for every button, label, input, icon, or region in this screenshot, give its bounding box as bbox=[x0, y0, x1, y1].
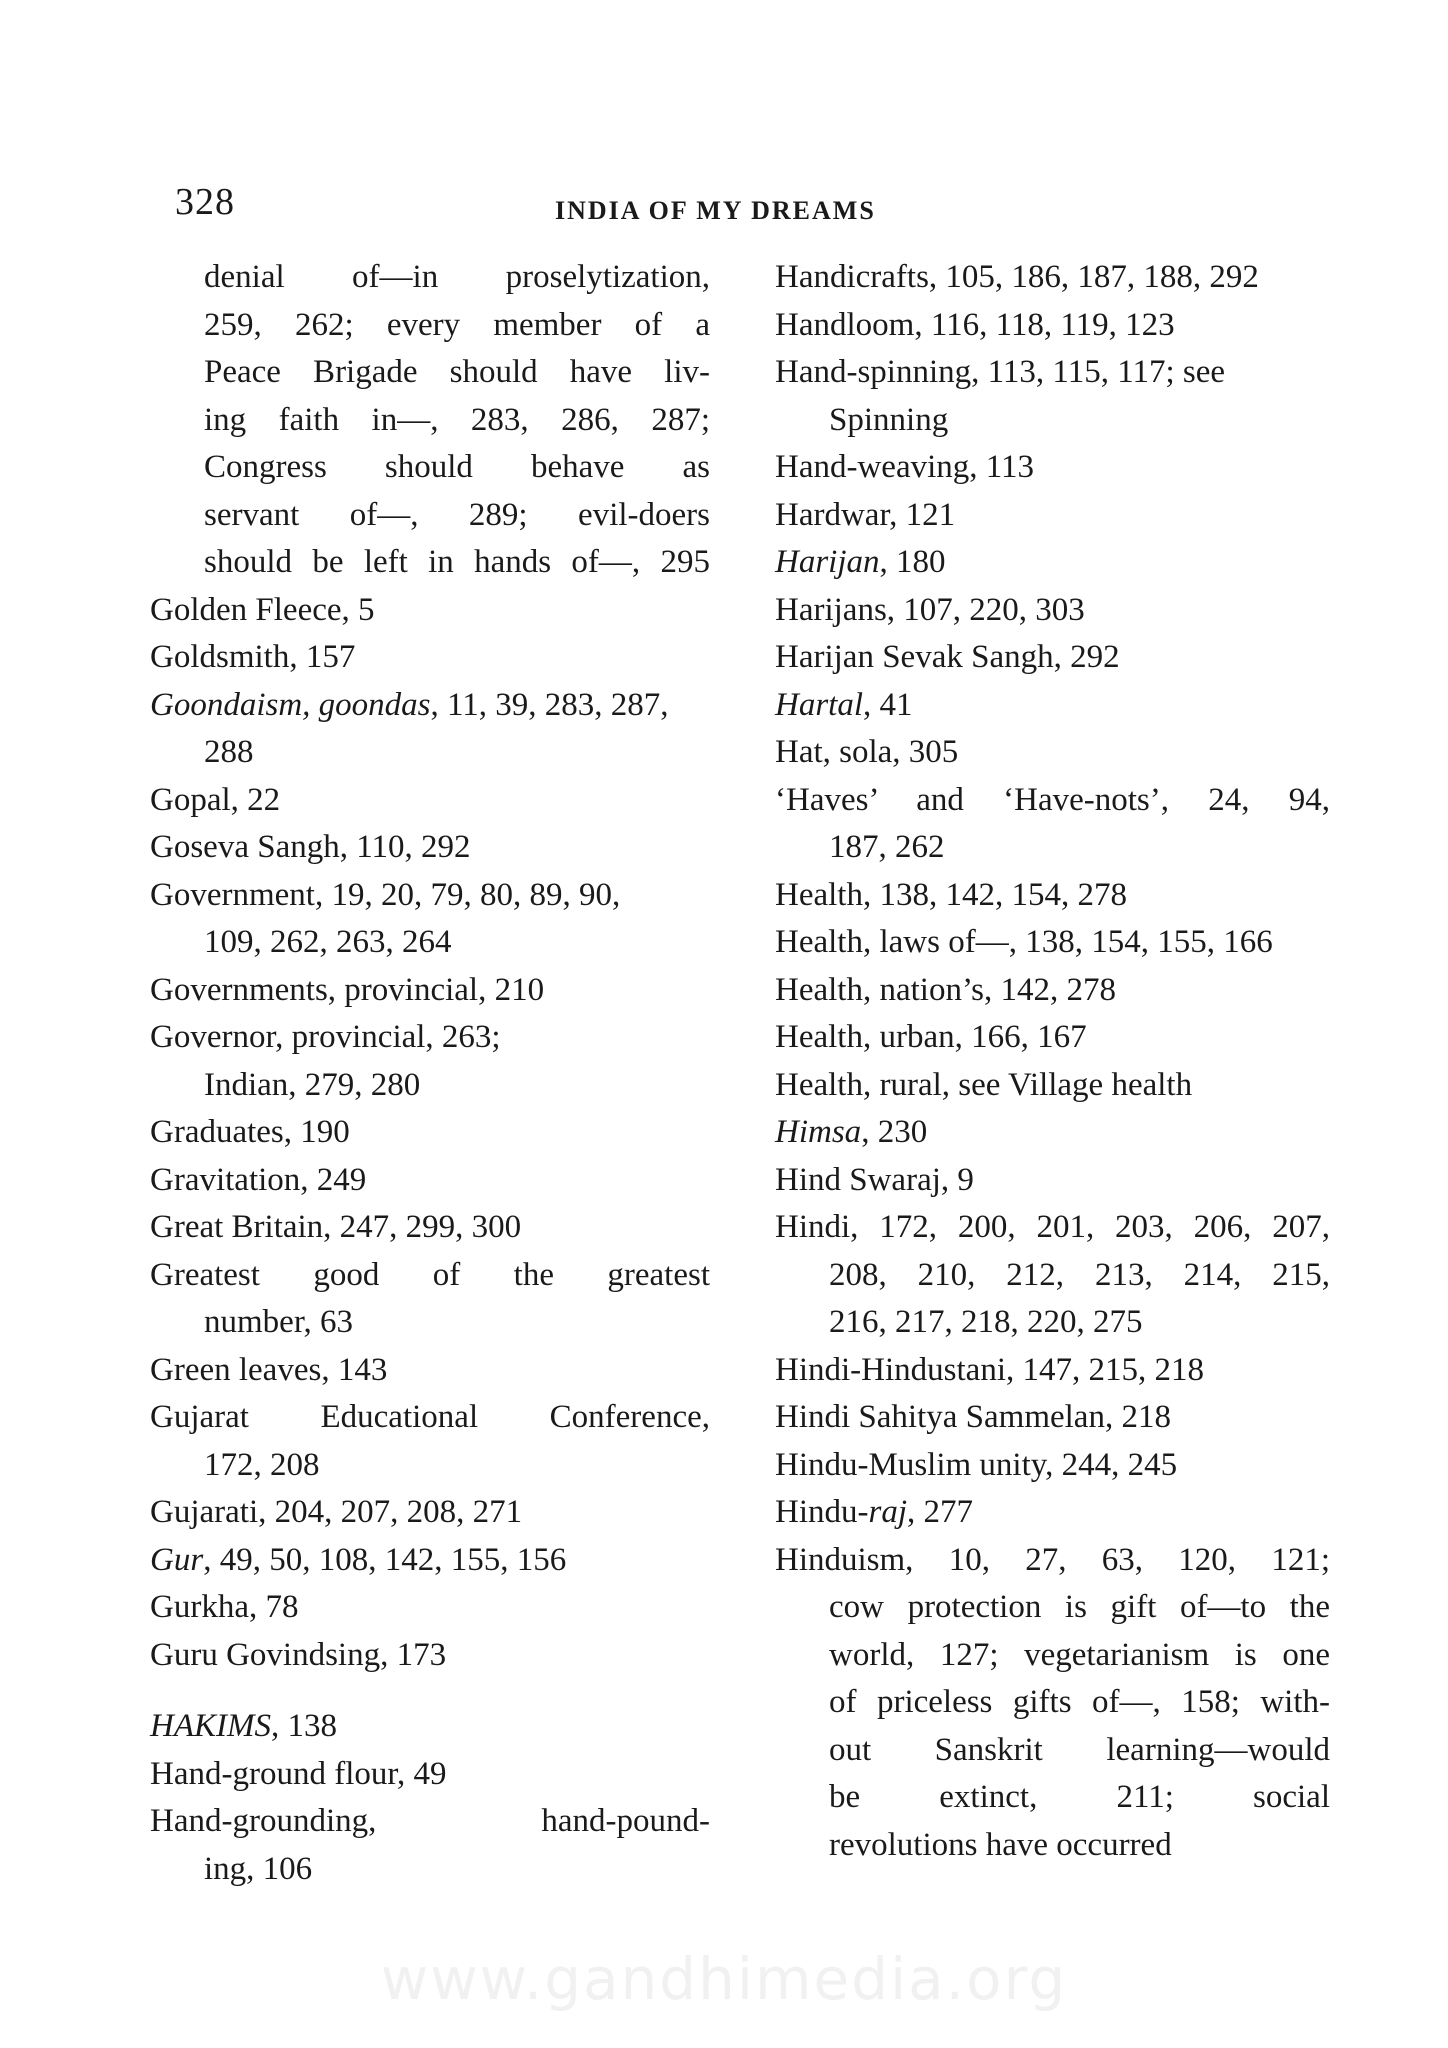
index-entry-head: Hindi Sahitya Sammelan, 218 bbox=[775, 1399, 1171, 1435]
index-entry bbox=[775, 1109, 1330, 1157]
italic-term: Harijan bbox=[775, 544, 880, 580]
index-entry bbox=[775, 302, 1330, 350]
index-entry-head: HAKIMS, 138 bbox=[150, 1708, 337, 1744]
index-entry-head: Hindi, 172, 200, 201, 203, 206, 207, bbox=[775, 1209, 1330, 1245]
index-entry bbox=[150, 587, 710, 635]
index-entry-head: Great Britain, 247, 299, 300 bbox=[150, 1209, 522, 1245]
index-entry bbox=[775, 1489, 1330, 1537]
index-entry-continuation: out Sanskrit learning—would bbox=[829, 1731, 1330, 1768]
index-entry-continuation: 172, 208 bbox=[204, 1446, 320, 1483]
index-entry-head: Hand-ground flour, 49 bbox=[150, 1755, 447, 1792]
index-column-right bbox=[775, 254, 1330, 1869]
index-entry-head: Hartal, 41 bbox=[775, 686, 913, 723]
index-entry bbox=[775, 254, 1330, 302]
index-entry-continuation: Spinning bbox=[829, 401, 949, 438]
italic-term: Gur bbox=[150, 1541, 204, 1578]
index-entry-continuation: 288 bbox=[204, 734, 254, 770]
index-entry bbox=[150, 1537, 710, 1585]
index-entry-head: Gopal, 22 bbox=[150, 781, 281, 818]
index-entry-head: Graduates, 190 bbox=[150, 1114, 350, 1150]
index-entry-head: Hindu-raj, 277 bbox=[775, 1494, 974, 1530]
index-entry bbox=[150, 1584, 710, 1632]
index-entry-continuation: 109, 262, 263, 264 bbox=[204, 924, 452, 960]
index-entry-head: Hand-grounding, hand-pound- bbox=[150, 1803, 710, 1839]
italic-term: raj bbox=[868, 1494, 908, 1530]
italic-term: Himsa bbox=[775, 1114, 862, 1150]
index-entry bbox=[150, 1109, 710, 1157]
index-line: Peace Brigade should have liv- bbox=[204, 354, 710, 390]
index-entry bbox=[775, 682, 1330, 730]
index-entry-continuation: 208, 210, 212, 213, 214, 215, bbox=[829, 1256, 1330, 1293]
index-entry-continuation: revolutions have occurred bbox=[829, 1826, 1172, 1863]
index-entry-head: Gujarati, 204, 207, 208, 271 bbox=[150, 1494, 523, 1530]
index-line: ing faith in—, 283, 286, 287; bbox=[204, 401, 710, 438]
index-entry-head: Gravitation, 249 bbox=[150, 1161, 367, 1198]
index-entry bbox=[150, 1703, 710, 1751]
index-entry bbox=[775, 539, 1330, 587]
index-line: denial of—in proselytization, bbox=[204, 259, 710, 295]
index-entry-head: Golden Fleece, 5 bbox=[150, 591, 375, 628]
index-entry-head: Greatest good of the greatest bbox=[150, 1256, 710, 1293]
index-entry-head: Hat, sola, 305 bbox=[775, 734, 959, 770]
index-entry-head: Hind Swaraj, 9 bbox=[775, 1161, 974, 1198]
index-entry-continuation: of priceless gifts of—, 158; with- bbox=[829, 1684, 1330, 1720]
index-entry-head: Health, laws of—, 138, 154, 155, 166 bbox=[775, 924, 1273, 960]
index-entry-head: Hindu-Muslim unity, 244, 245 bbox=[775, 1446, 1178, 1483]
index-entry bbox=[775, 967, 1330, 1015]
index-entry-head: Gur, 49, 50, 108, 142, 155, 156 bbox=[150, 1541, 567, 1578]
index-entry bbox=[775, 1062, 1330, 1110]
index-entry bbox=[775, 872, 1330, 920]
index-entry-head: Health, 138, 142, 154, 278 bbox=[775, 876, 1127, 913]
index-entry-continuation: world, 127; vegetarianism is one bbox=[829, 1636, 1330, 1673]
italic-term: Hartal bbox=[775, 686, 864, 723]
index-entry-head: Goseva Sangh, 110, 292 bbox=[150, 829, 471, 865]
index-entry bbox=[775, 1537, 1330, 1870]
index-entry-continuation: cow protection is gift of—to the bbox=[829, 1589, 1330, 1625]
index-entry bbox=[775, 492, 1330, 540]
index-entry-head: Handloom, 116, 118, 119, 123 bbox=[775, 306, 1175, 343]
index-entry-continuation: 216, 217, 218, 220, 275 bbox=[829, 1304, 1143, 1340]
index-entry-head: Handicrafts, 105, 186, 187, 188, 292 bbox=[775, 259, 1259, 295]
index-entry-head: Health, urban, 166, 167 bbox=[775, 1019, 1087, 1055]
index-entry-head: Health, nation’s, 142, 278 bbox=[775, 971, 1116, 1008]
index-entry-head: Governments, provincial, 210 bbox=[150, 971, 545, 1008]
italic-term: HAKIMS bbox=[150, 1708, 271, 1744]
index-entry-head: Hindi-Hindustani, 147, 215, 218 bbox=[775, 1351, 1204, 1388]
index-entry-head: Hardwar, 121 bbox=[775, 496, 956, 533]
index-entry bbox=[150, 777, 710, 825]
index-entry bbox=[775, 1394, 1330, 1442]
index-entry-head: Goondaism, goondas, 11, 39, 283, 287, bbox=[150, 686, 669, 723]
index-entry-head: Hand-weaving, 113 bbox=[775, 449, 1035, 485]
index-entry bbox=[775, 1442, 1330, 1490]
index-entry bbox=[150, 1798, 710, 1893]
index-entry-head: Hand-spinning, 113, 115, 117; see bbox=[775, 354, 1226, 390]
index-line: servant of—, 289; evil-doers bbox=[204, 496, 710, 533]
index-entry-head: Guru Govindsing, 173 bbox=[150, 1636, 447, 1673]
index-entry bbox=[150, 1394, 710, 1489]
index-entry-head: Harijan, 180 bbox=[775, 544, 946, 580]
index-entry bbox=[775, 349, 1330, 444]
index-entry bbox=[775, 919, 1330, 967]
index-entry bbox=[150, 1751, 710, 1799]
index-entry-continuation: number, 63 bbox=[204, 1304, 353, 1340]
index-entry bbox=[150, 1632, 710, 1680]
index-entry bbox=[775, 444, 1330, 492]
index-entry-head: Governor, provincial, 263; bbox=[150, 1019, 501, 1055]
watermark: www.gandhimedia.org bbox=[380, 1945, 1068, 2013]
index-entry bbox=[775, 1347, 1330, 1395]
index-entry bbox=[775, 729, 1330, 777]
index-entry-head: Hinduism, 10, 27, 63, 120, 121; bbox=[775, 1541, 1330, 1578]
index-entry-head: Green leaves, 143 bbox=[150, 1351, 388, 1388]
page-number: 328 bbox=[175, 181, 235, 223]
index-entry-head: ‘Haves’ and ‘Have-nots’, 24, 94, bbox=[775, 781, 1330, 818]
running-head: INDIA OF MY DREAMS bbox=[555, 196, 876, 225]
index-entry-head: Harijans, 107, 220, 303 bbox=[775, 591, 1085, 628]
index-column-left bbox=[150, 254, 710, 1893]
index-line: 259, 262; every member of a bbox=[204, 306, 710, 343]
index-entry bbox=[150, 967, 710, 1015]
index-entry-head: Gujarat Educational Conference, bbox=[150, 1399, 710, 1435]
section-gap bbox=[150, 1679, 710, 1703]
index-entry bbox=[150, 1204, 710, 1252]
index-entry-continuation: be extinct, 211; social bbox=[829, 1779, 1330, 1815]
index-entry-head: Harijan Sevak Sangh, 292 bbox=[775, 639, 1120, 675]
index-entry-head: Health, rural, see Village health bbox=[775, 1066, 1193, 1103]
italic-term: Goondaism, goondas bbox=[150, 686, 431, 723]
index-line: should be left in hands of—, 295 bbox=[204, 544, 710, 580]
index-entry bbox=[775, 587, 1330, 635]
index-entry bbox=[150, 824, 710, 872]
index-entry bbox=[150, 1157, 710, 1205]
index-entry-continuation: ing, 106 bbox=[204, 1850, 313, 1887]
index-line: Congress should behave as bbox=[204, 449, 710, 485]
index-entry bbox=[775, 1014, 1330, 1062]
index-entry bbox=[775, 1157, 1330, 1205]
index-entry bbox=[150, 1489, 710, 1537]
index-entry bbox=[150, 634, 710, 682]
index-entry bbox=[150, 1014, 710, 1109]
index-entry bbox=[150, 1347, 710, 1395]
index-entry-continuation: 187, 262 bbox=[829, 829, 945, 865]
index-entry bbox=[150, 1252, 710, 1347]
index-entry bbox=[775, 634, 1330, 682]
index-entry-head: Gurkha, 78 bbox=[150, 1589, 299, 1625]
index-entry bbox=[150, 682, 710, 777]
index-entry bbox=[150, 872, 710, 967]
index-entry-continuation: Indian, 279, 280 bbox=[204, 1066, 421, 1103]
index-entry bbox=[775, 777, 1330, 872]
index-entry-head: Government, 19, 20, 79, 80, 89, 90, bbox=[150, 876, 621, 913]
index-entry-head: Goldsmith, 157 bbox=[150, 639, 356, 675]
index-entry-head: Himsa, 230 bbox=[775, 1114, 928, 1150]
index-entry bbox=[775, 1204, 1330, 1347]
